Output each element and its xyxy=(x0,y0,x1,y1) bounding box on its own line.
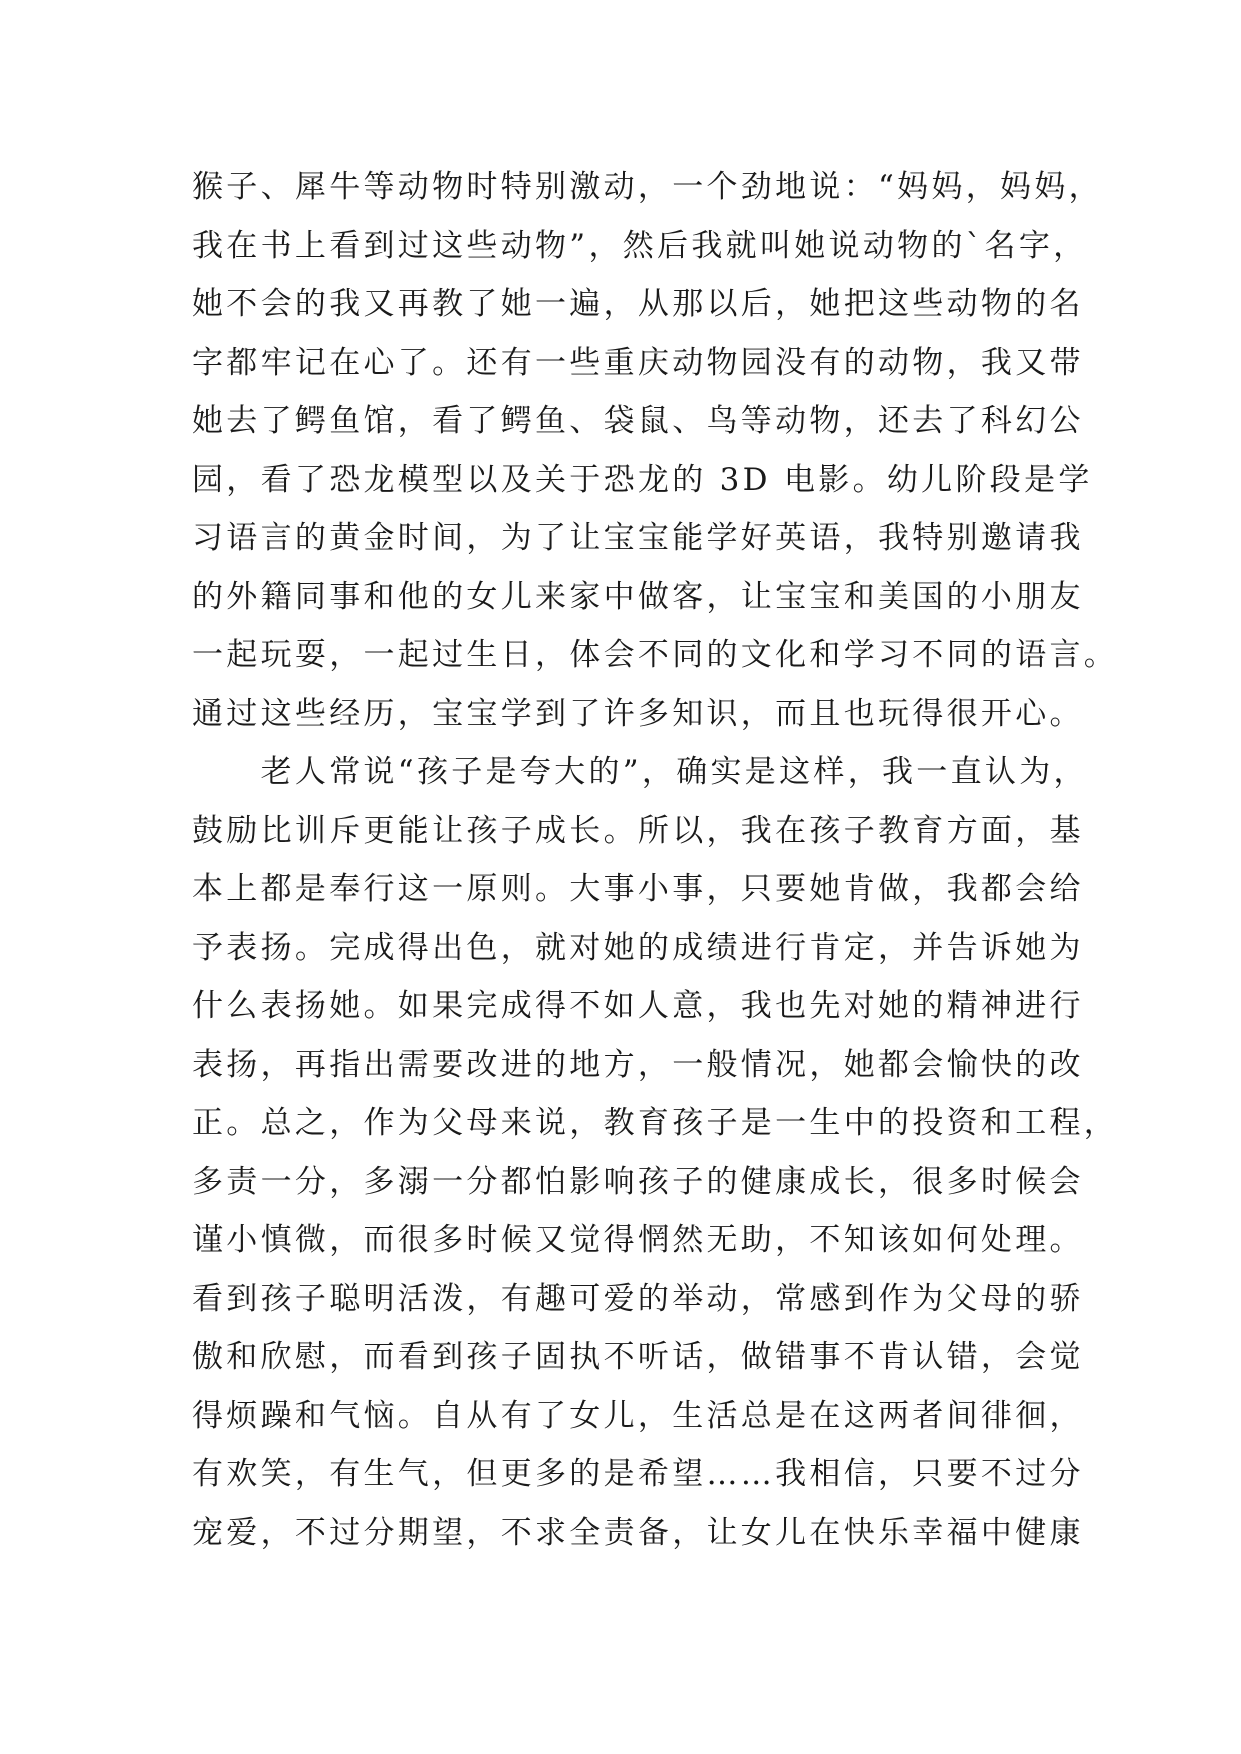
text-line: 看到孩子聪明活泼，有趣可爱的举动，常感到作为父母的骄 xyxy=(192,1280,1084,1317)
text-line: 她不会的我又再教了她一遍，从那以后，她把这些动物的名 xyxy=(192,286,1084,322)
text-line: 猴子、犀牛等动物时特别激动，一个劲地说：“妈妈，妈妈， xyxy=(192,169,1103,205)
text-line: 鼓励比训斥更能让孩子成长。所以，我在孩子教育方面，基 xyxy=(192,812,1084,849)
text-line: 什么表扬她。如果完成得不如人意，我也先对她的精神进行 xyxy=(192,988,1084,1024)
text-line: 表扬，再指出需要改进的地方，一般情况，她都会愉快的改 xyxy=(192,1046,1084,1083)
text-line: 园，看了恐龙模型以及关于恐龙的 3D 电影。幼儿阶段是学 xyxy=(192,461,1093,498)
text-line: 字都牢记在心了。还有一些重庆动物园没有的动物，我又带 xyxy=(192,344,1084,381)
text-line: 一起玩耍，一起过生日，体会不同的文化和学习不同的语言。 xyxy=(192,637,1119,673)
text-line: 正。总之，作为父母来说，教育孩子是一生中的投资和工程， xyxy=(192,1105,1119,1141)
text-line: 有欢笑，有生气，但更多的是希望……我相信，只要不过分 xyxy=(192,1456,1084,1492)
paragraph-start-line: 老人常说“孩子是夸大的”，确实是这样，我一直认为， xyxy=(192,754,1088,790)
text-line: 予表扬。完成得出色，就对她的成绩进行肯定，并告诉她为 xyxy=(192,929,1084,966)
text-line: 本上都是奉行这一原则。大事小事，只要她肯做，我都会给 xyxy=(192,871,1084,907)
text-line: 她去了鳄鱼馆，看了鳄鱼、袋鼠、鸟等动物，还去了科幻公 xyxy=(192,403,1084,439)
text-line: 谨小慎微，而很多时候又觉得惘然无助，不知该如何处理。 xyxy=(192,1222,1084,1258)
text-line: 我在书上看到过这些动物”，然后我就叫她说动物的`名字， xyxy=(192,227,1088,264)
text-line: 通过这些经历，宝宝学到了许多知识，而且也玩得很开心。 xyxy=(192,695,1084,732)
text-line: 傲和欣慰，而看到孩子固执不听话，做错事不肯认错，会觉 xyxy=(192,1339,1084,1375)
body-text xyxy=(192,158,1119,1562)
text-line: 得烦躁和气恼。自从有了女儿，生活总是在这两者间徘徊， xyxy=(192,1397,1084,1434)
text-line: 习语言的黄金时间，为了让宝宝能学好英语，我特别邀请我 xyxy=(192,520,1084,556)
text-line: 的外籍同事和他的女儿来家中做客，让宝宝和美国的小朋友 xyxy=(192,578,1084,615)
text-line: 多责一分，多溺一分都怕影响孩子的健康成长，很多时候会 xyxy=(192,1163,1084,1200)
text-line: 宠爱，不过分期望，不求全责备，让女儿在快乐幸福中健康 xyxy=(192,1514,1084,1551)
